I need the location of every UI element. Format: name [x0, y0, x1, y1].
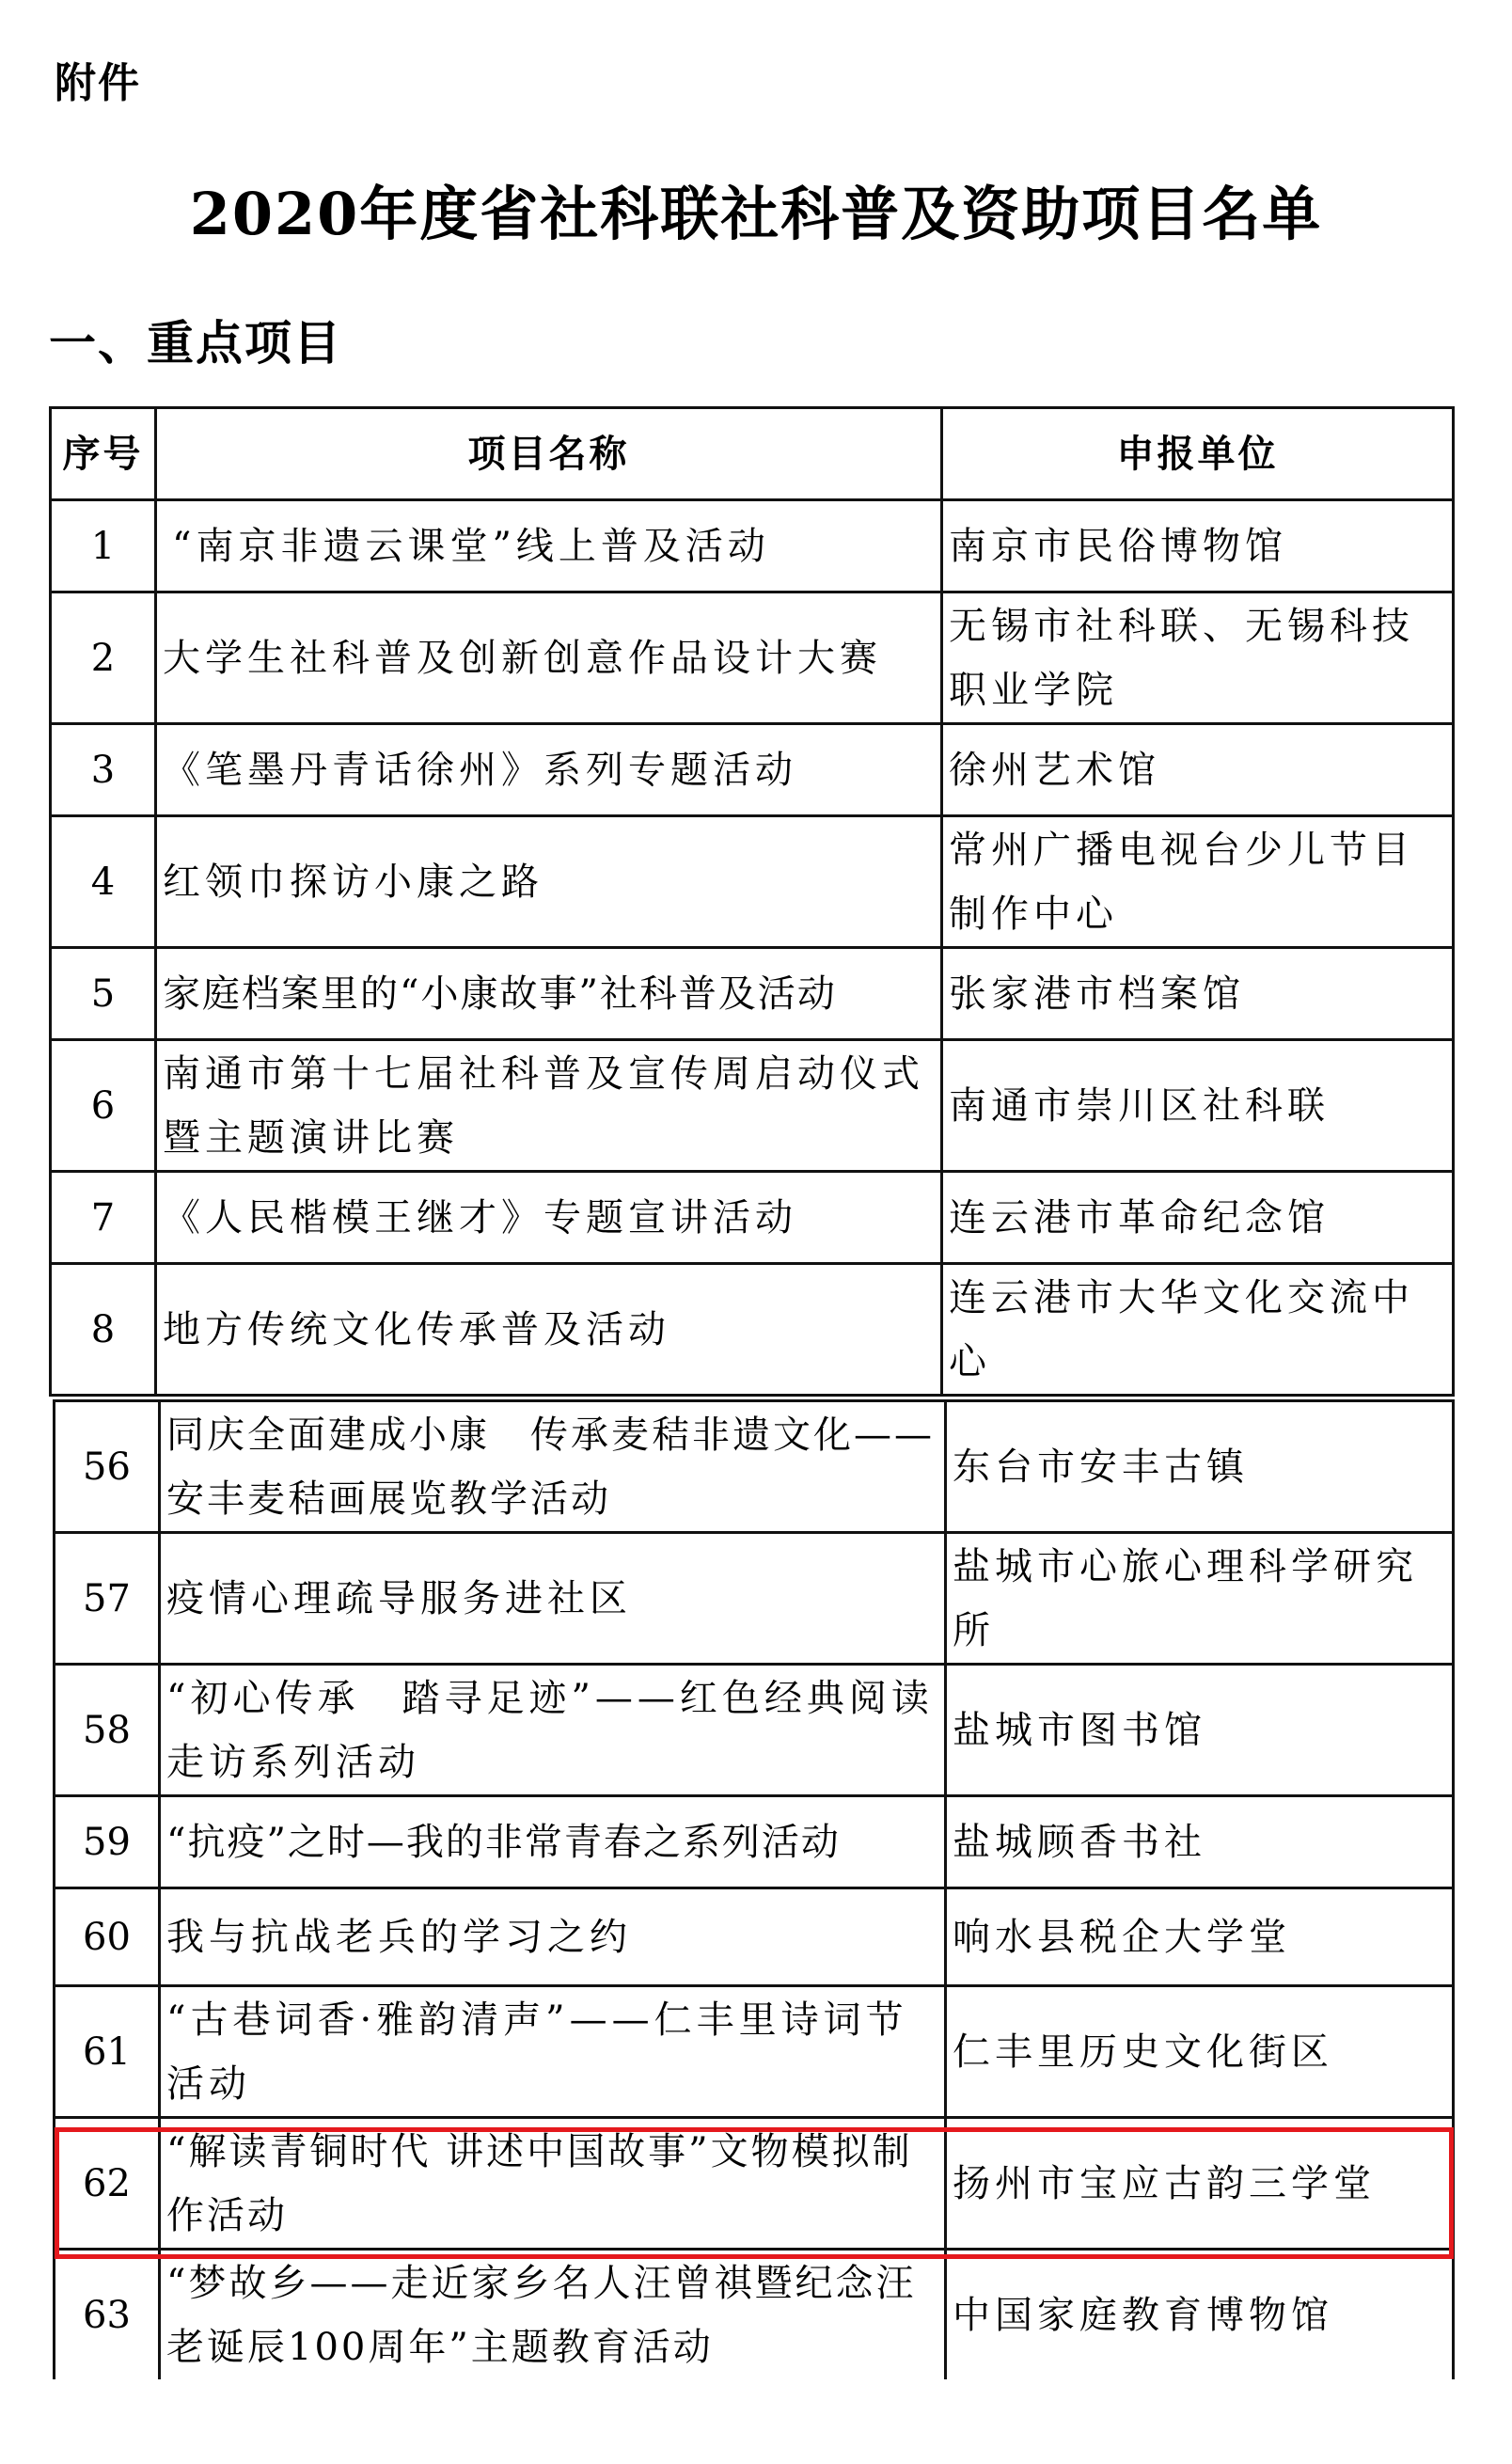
header-seq: 序号	[51, 408, 156, 500]
row-project-name: 大学生社科普及创新创意作品设计大赛	[156, 592, 942, 724]
row-seq: 4	[51, 816, 156, 948]
row-project-name: 同庆全面建成小康 传承麦秸非遗文化——安丰麦秸画展览教学活动	[160, 1401, 946, 1533]
row-unit: 连云港市大华文化交流中心	[942, 1264, 1454, 1396]
row-project-name: “梦故乡——走近家乡名人汪曾祺暨纪念汪老诞辰100周年”主题教育活动	[160, 2250, 946, 2381]
table-row	[55, 1888, 1454, 1986]
row-project-name: 红领巾探访小康之路	[156, 816, 942, 948]
page-cutoff	[0, 2379, 1512, 2464]
table-row	[55, 1986, 1454, 2118]
row-seq: 5	[51, 948, 156, 1040]
table-row	[51, 592, 1454, 724]
row-unit: 仁丰里历史文化街区	[946, 1986, 1454, 2118]
project-table-top	[49, 406, 1455, 1397]
row-project-name: “南京非遗云课堂”线上普及活动	[156, 500, 942, 592]
table-row	[55, 1796, 1454, 1888]
row-project-name: “古巷词香·雅韵清声”——仁丰里诗词节活动	[160, 1986, 946, 2118]
project-table-bottom	[53, 1399, 1455, 2382]
table-row	[51, 1172, 1454, 1264]
table-row-highlighted	[55, 2118, 1454, 2250]
row-unit: 东台市安丰古镇	[946, 1401, 1454, 1533]
table-row	[51, 724, 1454, 816]
row-seq: 56	[55, 1401, 160, 1533]
row-unit: 连云港市革命纪念馆	[942, 1172, 1454, 1264]
row-seq: 8	[51, 1264, 156, 1396]
table-row	[55, 2250, 1454, 2381]
row-unit: 响水县税企大学堂	[946, 1888, 1454, 1986]
row-project-name: 我与抗战老兵的学习之约	[160, 1888, 946, 1986]
table-row	[55, 1533, 1454, 1665]
table-row	[55, 1401, 1454, 1533]
table-row	[55, 1665, 1454, 1796]
row-seq: 63	[55, 2250, 160, 2381]
table-row	[51, 1040, 1454, 1172]
table-row	[51, 500, 1454, 592]
table-row	[51, 816, 1454, 948]
row-project-name: 家庭档案里的“小康故事”社科普及活动	[156, 948, 942, 1040]
row-seq: 3	[51, 724, 156, 816]
row-seq: 2	[51, 592, 156, 724]
row-unit: 盐城市图书馆	[946, 1665, 1454, 1796]
row-project-name: 地方传统文化传承普及活动	[156, 1264, 942, 1396]
header-project-name: 项目名称	[156, 408, 942, 500]
row-seq: 6	[51, 1040, 156, 1172]
row-unit: 中国家庭教育博物馆	[946, 2250, 1454, 2381]
row-project-name: 疫情心理疏导服务进社区	[160, 1533, 946, 1665]
row-seq: 7	[51, 1172, 156, 1264]
row-project-name: 南通市第十七届社科普及宣传周启动仪式暨主题演讲比赛	[156, 1040, 942, 1172]
row-unit: 南京市民俗博物馆	[942, 500, 1454, 592]
row-project-name: “解读青铜时代 讲述中国故事”文物模拟制作活动	[160, 2118, 946, 2250]
row-seq: 61	[55, 1986, 160, 2118]
row-seq: 57	[55, 1533, 160, 1665]
document-title: 2020年度省社科联社科普及资助项目名单	[189, 180, 1323, 248]
attachment-label: 附件	[55, 59, 141, 107]
row-project-name: “抗疫”之时—我的非常青春之系列活动	[160, 1796, 946, 1888]
row-seq: 62	[55, 2118, 160, 2250]
table-row	[51, 1264, 1454, 1396]
row-unit: 常州广播电视台少儿节目制作中心	[942, 816, 1454, 948]
row-seq: 1	[51, 500, 156, 592]
row-project-name: 《笔墨丹青话徐州》系列专题活动	[156, 724, 942, 816]
row-seq: 58	[55, 1665, 160, 1796]
row-unit: 南通市崇川区社科联	[942, 1040, 1454, 1172]
row-unit: 无锡市社科联、无锡科技职业学院	[942, 592, 1454, 724]
table-row	[51, 948, 1454, 1040]
section-heading: 一、重点项目	[49, 315, 342, 371]
row-unit: 盐城市心旅心理科学研究所	[946, 1533, 1454, 1665]
row-unit: 盐城顾香书社	[946, 1796, 1454, 1888]
header-unit: 申报单位	[942, 408, 1454, 500]
row-unit: 扬州市宝应古韵三学堂	[946, 2118, 1454, 2250]
table-header-row	[51, 408, 1454, 500]
row-seq: 59	[55, 1796, 160, 1888]
row-unit: 张家港市档案馆	[942, 948, 1454, 1040]
row-project-name: 《人民楷模王继才》专题宣讲活动	[156, 1172, 942, 1264]
row-unit: 徐州艺术馆	[942, 724, 1454, 816]
row-seq: 60	[55, 1888, 160, 1986]
row-project-name: “初心传承 踏寻足迹”——红色经典阅读走访系列活动	[160, 1665, 946, 1796]
